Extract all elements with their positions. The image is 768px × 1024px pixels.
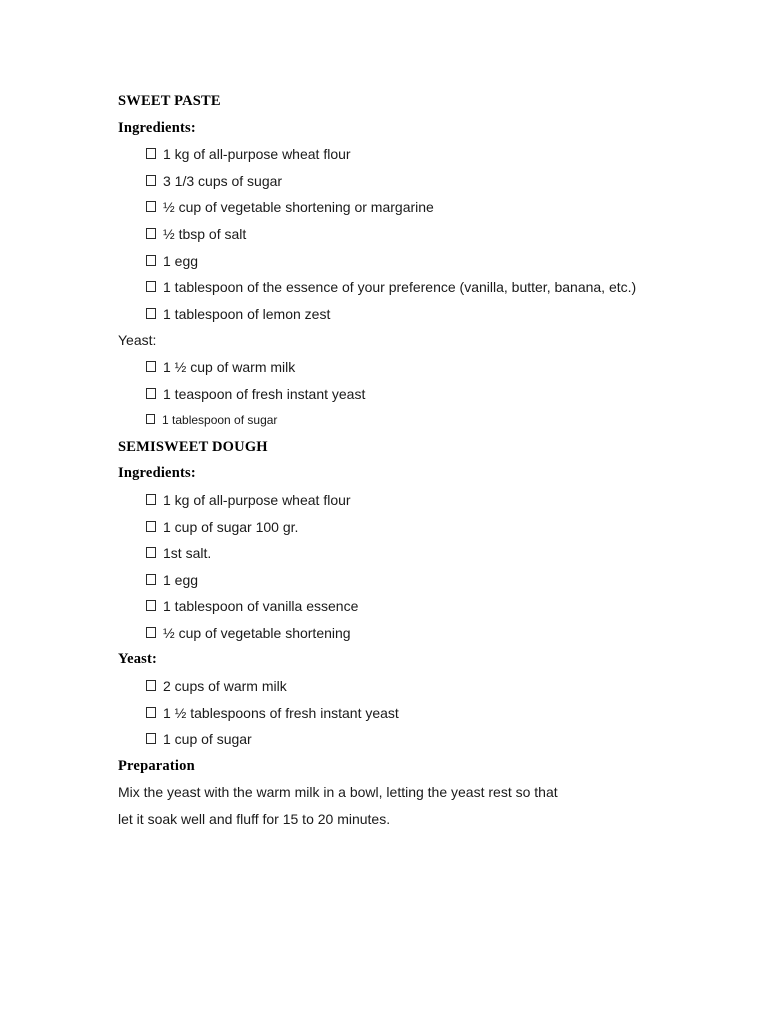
ingredient-text: 1 kg of all-purpose wheat flour (163, 146, 351, 163)
checkbox-bullet-icon (146, 414, 155, 424)
checkbox-bullet-icon (146, 600, 156, 611)
ingredient-text: ½ tbsp of salt (163, 225, 247, 242)
ingredient-item (0, 168, 768, 195)
ingredient-item (0, 221, 768, 248)
ingredient-item (0, 301, 768, 328)
yeast-item (0, 407, 768, 434)
preparation-line: let it soak well and fluff for 15 to 20 minutes. (118, 811, 391, 828)
yeast-text: 1 tablespoon of sugar (162, 413, 278, 428)
preparation-heading: Preparation (118, 757, 195, 774)
checkbox-bullet-icon (146, 521, 156, 532)
ingredient-text: ½ cup of vegetable shortening (163, 624, 351, 641)
ingredient-item (0, 620, 768, 647)
checkbox-bullet-icon (146, 308, 156, 319)
yeast-text: 1 ½ cup of warm milk (163, 358, 296, 375)
ingredients-heading: Ingredients: (118, 465, 196, 482)
ingredient-text: 3 1/3 cups of sugar (163, 172, 283, 189)
ingredient-text: 1 tablespoon of the essence of your preference (vanilla, butter, banana, etc.) (163, 279, 637, 296)
yeast-item (0, 726, 768, 753)
checkbox-bullet-icon (146, 680, 156, 691)
ingredient-item (0, 248, 768, 275)
ingredients-heading: Ingredients: (118, 119, 196, 136)
ingredient-text: 1 tablespoon of vanilla essence (163, 598, 359, 615)
checkbox-bullet-icon (146, 574, 156, 585)
ingredient-item (0, 593, 768, 620)
checkbox-bullet-icon (146, 388, 156, 399)
ingredient-text: ½ cup of vegetable shortening or margarine (163, 199, 434, 216)
yeast-heading: Yeast: (118, 332, 157, 349)
checkbox-bullet-icon (146, 707, 156, 718)
yeast-text: 1 cup of sugar (163, 731, 252, 748)
recipe-title-semisweet-dough: SEMISWEET DOUGH (118, 438, 268, 455)
ingredient-item (0, 540, 768, 567)
checkbox-bullet-icon (146, 361, 156, 372)
ingredient-text: 1 egg (163, 252, 199, 269)
yeast-item (0, 700, 768, 727)
yeast-text: 2 cups of warm milk (163, 678, 287, 695)
yeast-text: 1 teaspoon of fresh instant yeast (163, 385, 366, 402)
ingredient-item (0, 514, 768, 541)
ingredient-text: 1 egg (163, 571, 199, 588)
ingredient-text: 1 cup of sugar 100 gr. (163, 518, 299, 535)
checkbox-bullet-icon (146, 255, 156, 266)
yeast-text: 1 ½ tablespoons of fresh instant yeast (163, 704, 399, 721)
checkbox-bullet-icon (146, 547, 156, 558)
recipe-document (0, 88, 768, 833)
preparation-line: Mix the yeast with the warm milk in a bowl, letting the yeast rest so that (118, 784, 558, 801)
checkbox-bullet-icon (146, 175, 156, 186)
yeast-item (0, 381, 768, 408)
checkbox-bullet-icon (146, 733, 156, 744)
ingredient-text: 1st salt. (163, 545, 212, 562)
ingredient-item (0, 194, 768, 221)
checkbox-bullet-icon (146, 201, 156, 212)
recipe-title-sweet-paste: SWEET PASTE (118, 93, 221, 109)
ingredient-text: 1 kg of all-purpose wheat flour (163, 491, 351, 508)
ingredient-text: 1 tablespoon of lemon zest (163, 305, 331, 322)
checkbox-bullet-icon (146, 627, 156, 638)
ingredient-item (0, 567, 768, 594)
checkbox-bullet-icon (146, 148, 156, 159)
yeast-item (0, 354, 768, 381)
yeast-item (0, 673, 768, 700)
checkbox-bullet-icon (146, 494, 156, 505)
yeast-heading: Yeast: (118, 651, 158, 668)
checkbox-bullet-icon (146, 228, 156, 239)
ingredient-item (0, 274, 768, 301)
ingredient-item (0, 141, 768, 168)
checkbox-bullet-icon (146, 281, 156, 292)
ingredient-item (0, 487, 768, 514)
